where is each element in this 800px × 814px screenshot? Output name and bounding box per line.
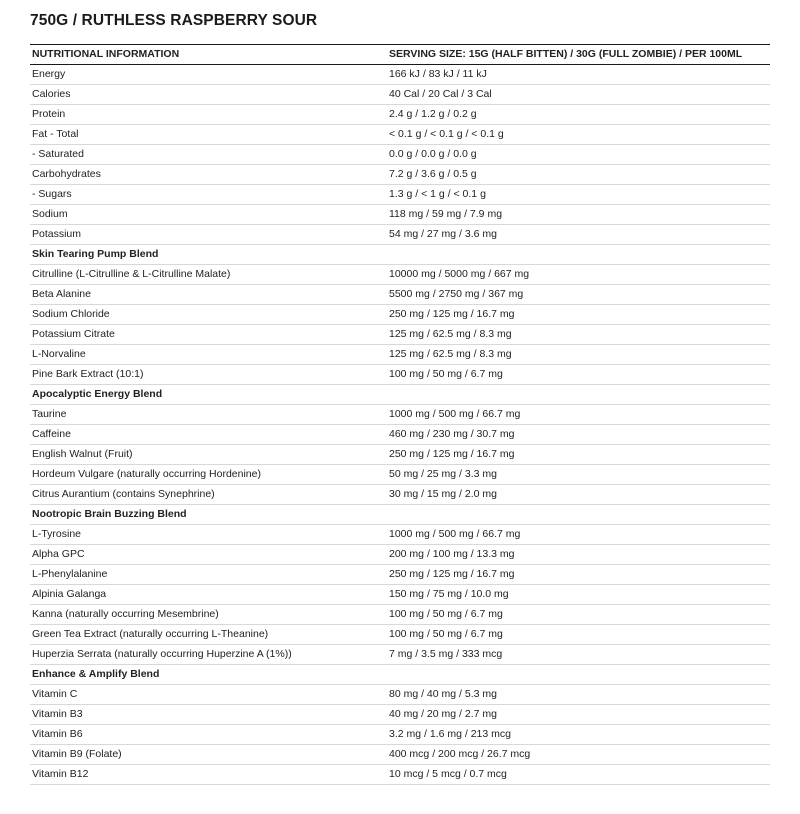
- nutrient-value: 250 mg / 125 mg / 16.7 mg: [389, 448, 515, 460]
- nutrient-label: Citrulline (L-Citrulline & L-Citrulline Malate): [32, 268, 231, 280]
- nutrient-label: Vitamin B9 (Folate): [32, 748, 122, 760]
- table-row: [30, 265, 770, 285]
- table-row: [30, 405, 770, 425]
- nutrient-value: 100 mg / 50 mg / 6.7 mg: [389, 368, 503, 380]
- table-row: [30, 345, 770, 365]
- section-title: Enhance & Amplify Blend: [32, 668, 160, 680]
- nutrient-label: Vitamin B3: [32, 708, 83, 720]
- table-row: [30, 685, 770, 705]
- nutrient-value: 2.4 g / 1.2 g / 0.2 g: [389, 108, 477, 120]
- nutrient-label: - Saturated: [32, 148, 84, 160]
- table-row: [30, 545, 770, 565]
- nutrient-label: Vitamin B6: [32, 728, 83, 740]
- nutrient-label: Alpha GPC: [32, 548, 85, 560]
- nutrient-label: Taurine: [32, 408, 67, 420]
- table-row: [30, 445, 770, 465]
- nutrient-label: Beta Alanine: [32, 288, 91, 300]
- nutrient-label: L-Tyrosine: [32, 528, 82, 540]
- nutrient-label: Fat - Total: [32, 128, 79, 140]
- nutrient-value: 1000 mg / 500 mg / 66.7 mg: [389, 528, 521, 540]
- nutrient-value: 5500 mg / 2750 mg / 367 mg: [389, 288, 524, 300]
- nutrient-value: 40 Cal / 20 Cal / 3 Cal: [389, 88, 492, 100]
- table-row: [30, 425, 770, 445]
- table-row: [30, 105, 770, 125]
- nutrient-value: 150 mg / 75 mg / 10.0 mg: [389, 588, 509, 600]
- header-serving-size: SERVING SIZE: 15G (HALF BITTEN) / 30G (FULL ZOMBIE) / PER 100ML: [389, 48, 743, 60]
- table-row: [30, 325, 770, 345]
- table-row: [30, 525, 770, 545]
- nutrient-label: Energy: [32, 68, 66, 80]
- nutrient-value: 50 mg / 25 mg / 3.3 mg: [389, 468, 497, 480]
- table-header: [30, 44, 770, 65]
- nutrient-label: Alpinia Galanga: [32, 588, 107, 600]
- table-body: [30, 65, 770, 785]
- nutrient-value: 460 mg / 230 mg / 30.7 mg: [389, 428, 515, 440]
- section-row: [30, 505, 770, 525]
- nutrient-value: 1.3 g / < 1 g / < 0.1 g: [389, 188, 486, 200]
- nutrient-label: Sodium: [32, 208, 68, 220]
- nutrient-value: 7.2 g / 3.6 g / 0.5 g: [389, 168, 477, 180]
- nutrient-value: 200 mg / 100 mg / 13.3 mg: [389, 548, 515, 560]
- nutrient-value: [389, 665, 770, 684]
- nutrient-value: 3.2 mg / 1.6 mg / 213 mcg: [389, 728, 511, 740]
- nutrient-value: 100 mg / 50 mg / 6.7 mg: [389, 628, 503, 640]
- nutrient-label: Hordeum Vulgare (naturally occurring Hordenine): [32, 468, 261, 480]
- table-row: [30, 565, 770, 585]
- nutrient-label: Green Tea Extract (naturally occurring L-Theanine): [32, 628, 269, 640]
- nutrient-value: 118 mg / 59 mg / 7.9 mg: [389, 208, 503, 220]
- nutrient-label: Calories: [32, 88, 71, 100]
- table-row: [30, 305, 770, 325]
- nutrient-value: 100 mg / 50 mg / 6.7 mg: [389, 608, 503, 620]
- table-row: [30, 605, 770, 625]
- table-row: [30, 285, 770, 305]
- section-title: Apocalyptic Energy Blend: [32, 388, 163, 400]
- nutrient-value: [389, 245, 770, 264]
- nutrient-label: English Walnut (Fruit): [32, 448, 133, 460]
- nutrition-table: [30, 44, 770, 785]
- nutrient-value: 1000 mg / 500 mg / 66.7 mg: [389, 408, 521, 420]
- table-row: [30, 165, 770, 185]
- nutrient-value: [389, 385, 770, 404]
- nutrient-value: 400 mcg / 200 mcg / 26.7 mcg: [389, 748, 531, 760]
- nutrient-value: 54 mg / 27 mg / 3.6 mg: [389, 228, 497, 240]
- nutrient-label: Potassium Citrate: [32, 328, 115, 340]
- nutrient-value: 7 mg / 3.5 mg / 333 mcg: [389, 648, 503, 660]
- nutrient-label: Kanna (naturally occurring Mesembrine): [32, 608, 219, 620]
- nutrient-label: Carbohydrates: [32, 168, 101, 180]
- table-row: [30, 625, 770, 645]
- table-row: [30, 225, 770, 245]
- table-row: [30, 725, 770, 745]
- table-row: [30, 485, 770, 505]
- table-row: [30, 145, 770, 165]
- table-row: [30, 745, 770, 765]
- table-row: [30, 125, 770, 145]
- nutrient-label: Caffeine: [32, 428, 71, 440]
- nutrient-value: 166 kJ / 83 kJ / 11 kJ: [389, 68, 487, 80]
- table-row: [30, 585, 770, 605]
- table-row: [30, 645, 770, 665]
- nutrient-label: Vitamin C: [32, 688, 78, 700]
- section-title: Nootropic Brain Buzzing Blend: [32, 508, 187, 520]
- table-row: [30, 465, 770, 485]
- nutrient-value: 10000 mg / 5000 mg / 667 mg: [389, 268, 530, 280]
- section-row: [30, 245, 770, 265]
- table-row: [30, 205, 770, 225]
- table-row: [30, 705, 770, 725]
- nutrient-label: - Sugars: [32, 188, 72, 200]
- nutrient-value: 125 mg / 62.5 mg / 8.3 mg: [389, 348, 512, 360]
- nutrient-label: L-Norvaline: [32, 348, 86, 360]
- section-row: [30, 665, 770, 685]
- section-title: Skin Tearing Pump Blend: [32, 248, 159, 260]
- section-row: [30, 385, 770, 405]
- nutrient-value: 250 mg / 125 mg / 16.7 mg: [389, 308, 515, 320]
- header-nutritional-information: NUTRITIONAL INFORMATION: [32, 48, 180, 60]
- table-row: [30, 185, 770, 205]
- nutrient-label: Citrus Aurantium (contains Synephrine): [32, 488, 215, 500]
- nutrient-value: 80 mg / 40 mg / 5.3 mg: [389, 688, 497, 700]
- table-row: [30, 365, 770, 385]
- nutrient-value: 10 mcg / 5 mcg / 0.7 mcg: [389, 768, 507, 780]
- page-title: 750G / RUTHLESS RASPBERRY SOUR: [30, 12, 318, 29]
- nutrient-label: Pine Bark Extract (10:1): [32, 368, 144, 380]
- nutrient-value: < 0.1 g / < 0.1 g / < 0.1 g: [389, 128, 504, 140]
- nutrient-value: 0.0 g / 0.0 g / 0.0 g: [389, 148, 477, 160]
- nutrient-label: Huperzia Serrata (naturally occurring Huperzine A (1%)): [32, 648, 292, 660]
- nutrient-label: Sodium Chloride: [32, 308, 110, 320]
- table-row: [30, 765, 770, 785]
- nutrient-value: 40 mg / 20 mg / 2.7 mg: [389, 708, 497, 720]
- table-row: [30, 65, 770, 85]
- nutrient-label: Protein: [32, 108, 66, 120]
- nutrient-value: 30 mg / 15 mg / 2.0 mg: [389, 488, 497, 500]
- nutrient-label: Vitamin B12: [32, 768, 89, 780]
- table-row: [30, 85, 770, 105]
- nutrient-value: 250 mg / 125 mg / 16.7 mg: [389, 568, 515, 580]
- nutrient-value: 125 mg / 62.5 mg / 8.3 mg: [389, 328, 512, 340]
- nutrient-label: Potassium: [32, 228, 82, 240]
- nutrient-value: [389, 505, 770, 524]
- nutrient-label: L-Phenylalanine: [32, 568, 108, 580]
